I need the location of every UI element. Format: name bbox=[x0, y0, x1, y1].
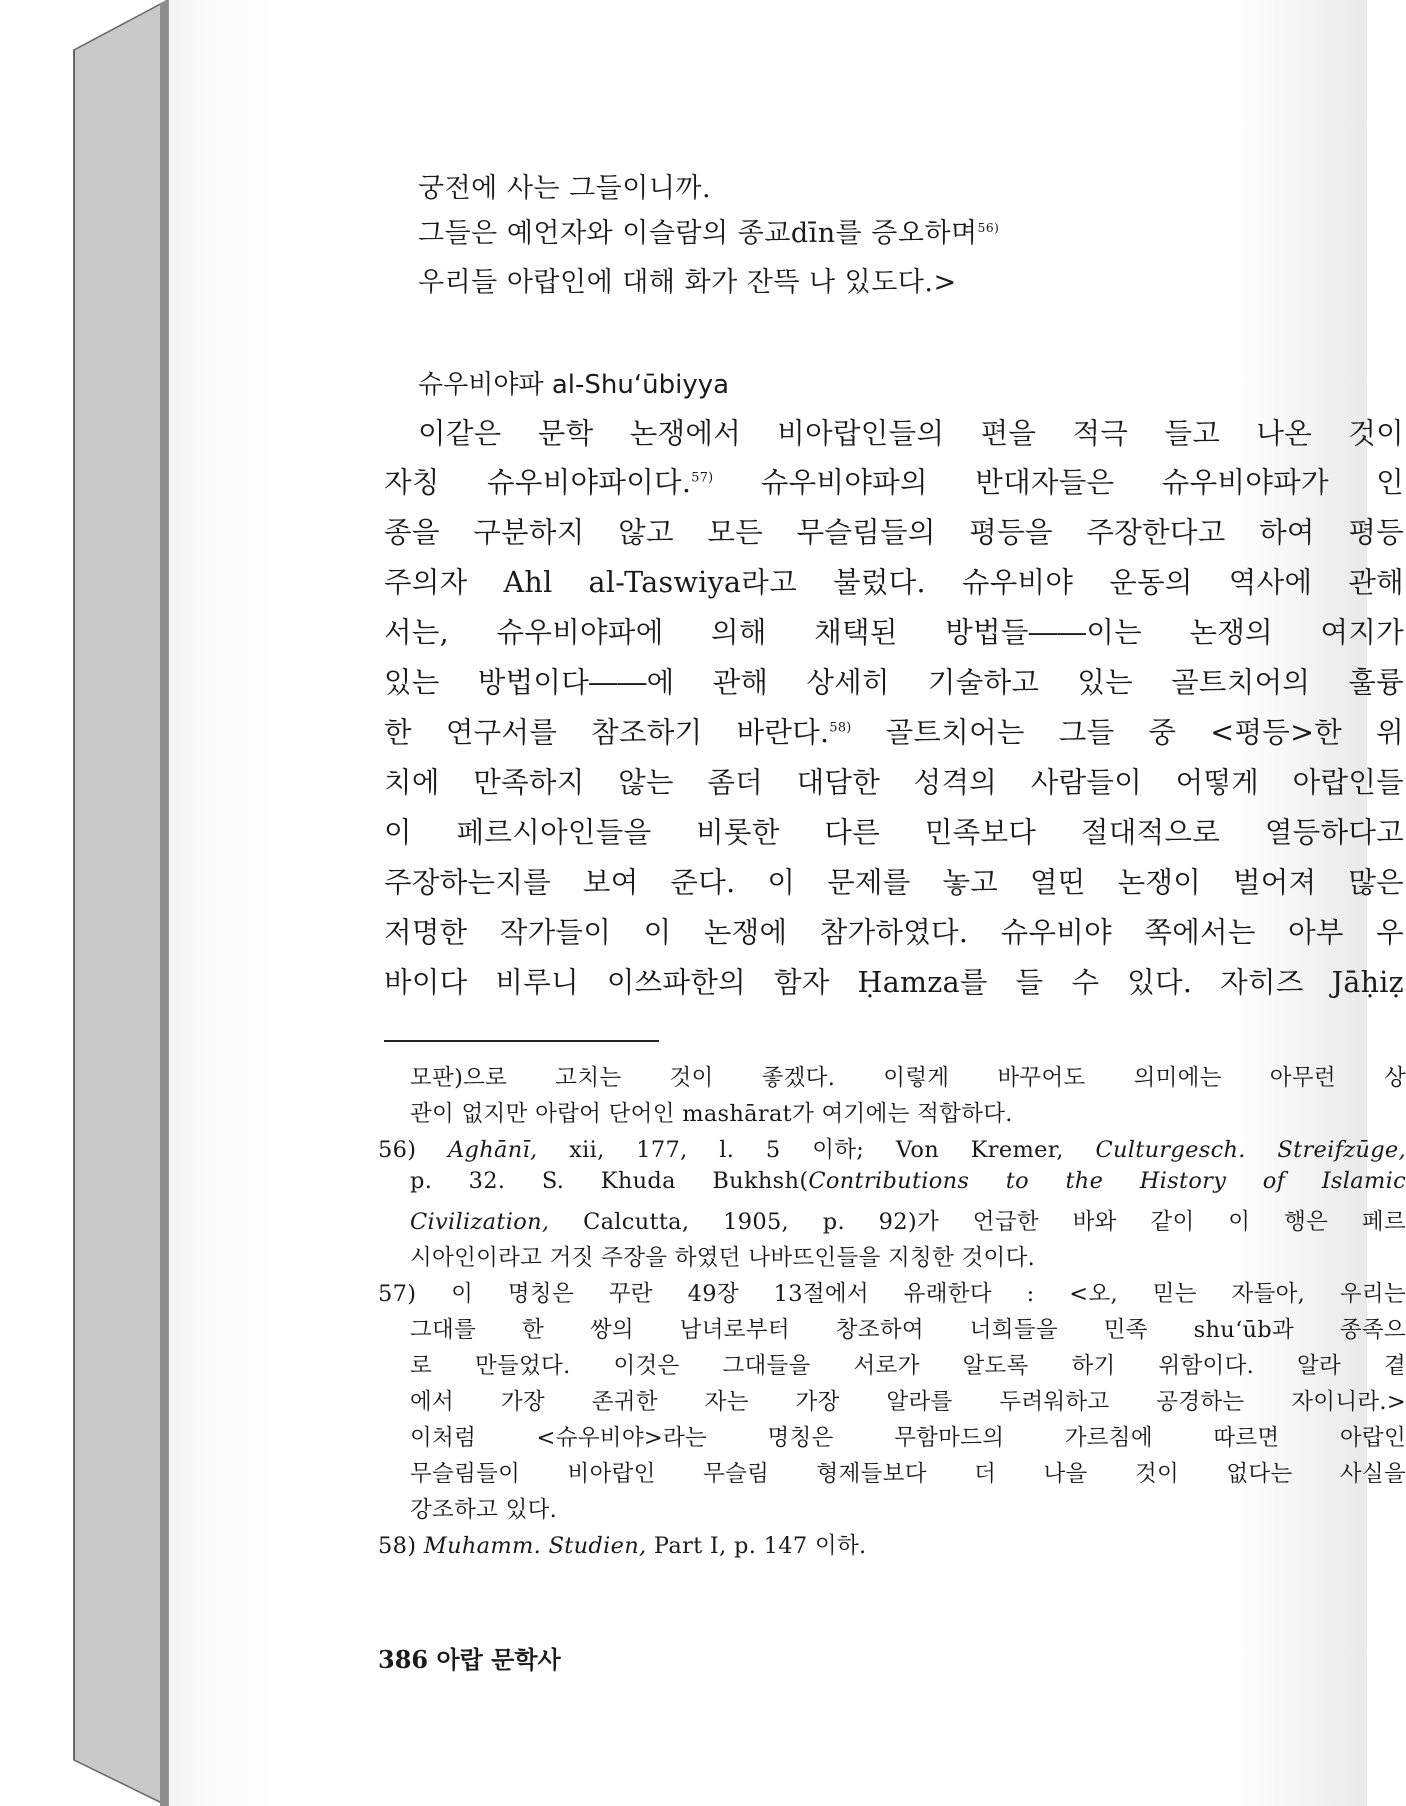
footnote-line: 모판)으로 고치는 것이 좋겠다. 이렇게 바꾸어도 의미에는 아무런 상 bbox=[410, 1065, 1406, 1091]
footnote-line: 무슬림들이 비아랍인 무슬림 형제들보다 더 나을 것이 없다는 사실을 bbox=[410, 1461, 1406, 1487]
page-number-folio: 386 아랍 문학사 bbox=[378, 1645, 561, 1674]
paragraph-line: 주장하는지를 보여 준다. 이 문제를 놓고 열띤 논쟁이 벌어져 많은 bbox=[384, 866, 1404, 899]
book-spine bbox=[0, 0, 170, 1806]
paragraph-line: 자칭 슈우비야파이다.$^{57)}$ 슈우비야파의 반대자들은 슈우비야파가 인 bbox=[384, 466, 1404, 499]
paragraph-line: 이같은 문학 논쟁에서 비아랍인들의 편을 적극 들고 나온 것이 bbox=[418, 417, 1404, 450]
paragraph-line: 있는 방법이다――에 관해 상세히 기술하고 있는 골트치어의 훌륭 bbox=[384, 666, 1404, 699]
page-content bbox=[168, 0, 1406, 1806]
footnote-line: 이처럼 <슈우비야>라는 명칭은 무함마드의 가르침에 따르면 아랍인 bbox=[410, 1425, 1406, 1451]
footnote-ref: 56) bbox=[977, 221, 1000, 235]
footnote-line: p. 32. S. Khuda Bukhsh(Contributions to the History of Islamic bbox=[410, 1168, 1406, 1194]
verse-line: 그들은 예언자와 이슬람의 종교dīn를 증오하며$^{56)}$ bbox=[418, 218, 1000, 249]
footnote-56: 56) Aghānī, xii, 177, l. 5 이하; Von Kremer, Culturgesch. Streifzūge, bbox=[378, 1137, 1406, 1163]
footnote-line: 시아인이라고 거짓 주장을 하였던 나바뜨인들을 지칭한 것이다. bbox=[410, 1245, 1036, 1271]
footnote-rule bbox=[384, 1040, 659, 1042]
footnote-line: 강조하고 있다. bbox=[410, 1497, 558, 1523]
footnote-57: 57) 이 명칭은 꾸란 49장 13절에서 유래한다 : <오, 믿는 자들아, 우리는 bbox=[378, 1281, 1406, 1307]
verse-line: 궁전에 사는 그들이니까. bbox=[418, 173, 712, 204]
verse-line: 우리들 아랍인에 대해 화가 잔뜩 나 있도다.> bbox=[418, 267, 957, 298]
footnote-ref: 57) bbox=[691, 470, 714, 486]
section-heading: 슈우비야파 al-Shu‘ūbiyya bbox=[418, 370, 730, 400]
footnote-line: 로 만들었다. 이것은 그대들을 서로가 알도록 하기 위함이다. 알라 곁 bbox=[410, 1353, 1406, 1379]
paragraph-line: 주의자 Ahl al-Taswiya라고 불렀다. 슈우비야 운동의 역사에 관해 bbox=[384, 566, 1404, 599]
paragraph-line: 한 연구서를 참조하기 바란다.$^{58)}$ 골트치어는 그들 중 <평등>한 위 bbox=[384, 716, 1404, 749]
footnote-line: 그대를 한 쌍의 남녀로부터 창조하여 너희들을 민족 shu‘ūb과 종족으 bbox=[410, 1317, 1406, 1343]
paragraph-line: 저명한 작가들이 이 논쟁에 참가하였다. 슈우비야 쪽에서는 아부 우 bbox=[384, 916, 1404, 949]
paragraph-line: 이 페르시아인들을 비롯한 다른 민족보다 절대적으로 열등하다고 bbox=[384, 816, 1404, 849]
footnote-line: Civilization, Calcutta, 1905, p. 92)가 언급한 바와 같이 이 행은 페르 bbox=[410, 1209, 1406, 1235]
book-page bbox=[168, 0, 1406, 1806]
paragraph-line: 치에 만족하지 않는 좀더 대담한 성격의 사람들이 어떻게 아랍인들 bbox=[384, 766, 1404, 799]
footnote-line: 관이 없지만 아랍어 단어인 mashārat가 여기에는 적합하다. bbox=[410, 1101, 1013, 1127]
footnote-line: 에서 가장 존귀한 자는 가장 알라를 두려워하고 공경하는 자이니라.> bbox=[410, 1389, 1406, 1415]
footnote-58: 58) Muhamm. Studien, Part Ⅰ, p. 147 이하. bbox=[378, 1533, 867, 1559]
paragraph-line: 바이다 비루니 이쓰파한의 함자 Ḥamza를 들 수 있다. 자히즈 Jāḥiẓ bbox=[384, 966, 1404, 999]
paragraph-line: 서는, 슈우비야파에 의해 채택된 방법들――이는 논쟁의 여지가 bbox=[384, 616, 1404, 649]
footnote-ref: 58) bbox=[829, 720, 852, 736]
paragraph-line: 종을 구분하지 않고 모든 무슬림들의 평등을 주장한다고 하여 평등 bbox=[384, 516, 1404, 549]
